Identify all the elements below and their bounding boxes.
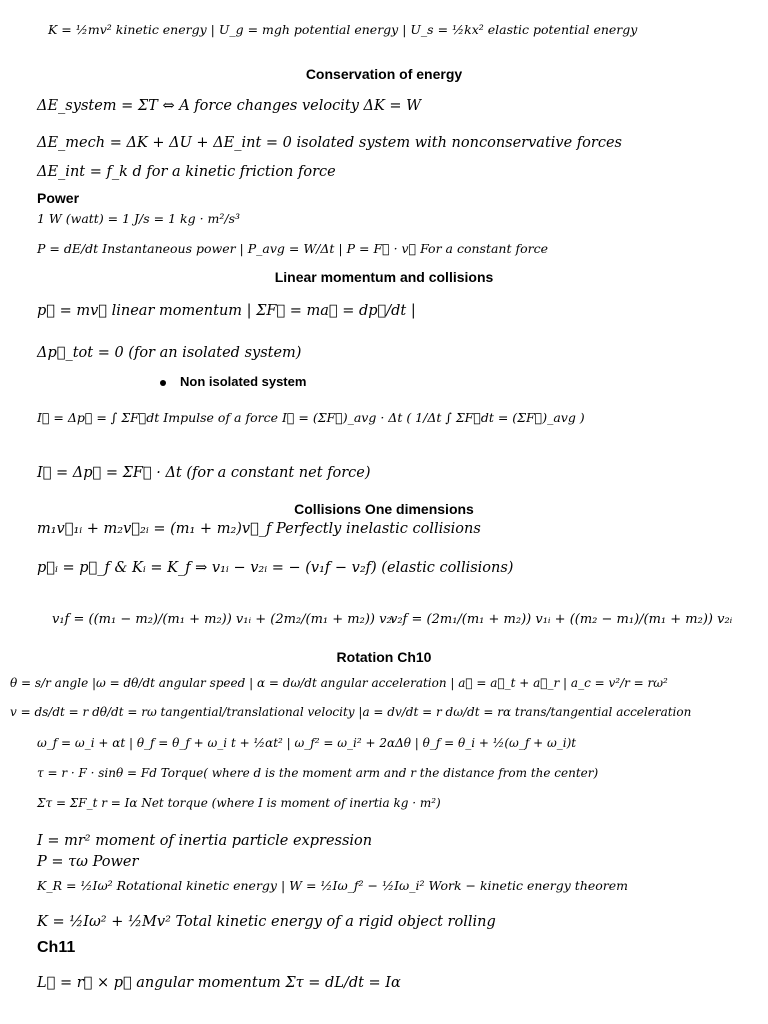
torque-line: τ = r · F · sinθ = Fd Torque( where d is the moment arm and r the distance from the center) xyxy=(37,766,599,780)
power-line: P = dE/dt Instantaneous power | P_avg = W/Δt | P = F⃗ · v⃗ For a constant force xyxy=(37,241,548,256)
v1f-formula: v₁f = ((m₁ − m₂)/(m₁ + m₂)) v₁ᵢ + (2m₂/(m₁ + m₂)) v₂ᵢ xyxy=(52,612,395,627)
watt-line: 1 W (watt) = 1 J/s = 1 kg · m²/s³ xyxy=(37,211,241,226)
v2f-formula: v₂f = (2m₁/(m₁ + m₂)) v₁ᵢ + ((m₂ − m₁)/(m₁ + m₂)) v₂ᵢ xyxy=(390,612,733,627)
net-torque-line: Στ = ΣF_t r = Iα Net torque (where I is moment of inertia kg · m²) xyxy=(37,796,441,810)
inertia-line: I = mr² moment of inertia particle expression xyxy=(37,833,373,849)
total-kinetic-line: K = ½Iω² + ½Mv² Total kinetic energy of a rigid object rolling xyxy=(37,914,496,930)
impulse-line: I⃗ = Δp⃗ = ∫ ΣF⃗dt Impulse of a force I⃗ = (ΣF⃗)_avg · Δt ( 1/Δt ∫ ΣF⃗dt = (ΣF⃗)_avg ) xyxy=(37,410,585,425)
inelastic-line: m₁v⃗₁ᵢ + m₂v⃗₂ᵢ = (m₁ + m₂)v⃗_f Perfectly inelastic collisions xyxy=(37,521,481,537)
non-isolated-bullet xyxy=(160,374,306,389)
int-energy-line: ΔE_int = f_k d for a kinetic friction force xyxy=(37,164,336,180)
elastic-line: p⃗ᵢ = p⃗_f & Kᵢ = K_f ⇒ v₁ᵢ − v₂ᵢ = − (v₁f − v₂f) (elastic collisions) xyxy=(37,560,514,576)
heading-collisions-1d: Collisions One dimensions xyxy=(294,501,474,517)
heading-ch11: Ch11 xyxy=(37,939,76,956)
system-energy-line: ΔE_system = ΣT ⇔ A force changes velocity ΔK = W xyxy=(37,98,422,114)
heading-power: Power xyxy=(37,190,80,206)
kinematics-line: ω_f = ω_i + αt | θ_f = θ_f + ω_i t + ½αt² | ω_f² = ω_i² + 2αΔθ | θ_f = θ_i + ½(ω_f + ω_i)t xyxy=(37,736,577,750)
heading-linear-momentum: Linear momentum and collisions xyxy=(274,269,494,285)
angular-line: θ = s/r angle |ω = dθ/dt angular speed | α = dω/dt angular acceleration | a⃗ = a⃗_t + a⃗_r | a_c = v²/r = rω² xyxy=(10,676,668,690)
mech-energy-line: ΔE_mech = ΔK + ΔU + ΔE_int = 0 isolated system with nonconservative forces xyxy=(37,135,622,151)
angular-momentum-line: L⃗ = r⃗ × p⃗ angular momentum Στ = dL/dt = Iα xyxy=(37,975,401,991)
bullet-dot-icon xyxy=(160,380,166,386)
constant-force-line: I⃗ = Δp⃗ = ΣF⃗ · Δt (for a constant net force) xyxy=(37,465,371,481)
rot-kinetic-line: K_R = ½Iω² Rotational kinetic energy | W = ½Iω_f² − ½Iω_i² Work − kinetic energy theorem xyxy=(37,878,629,893)
rot-power-line: P = τω Power xyxy=(37,854,139,870)
heading-rotation: Rotation Ch10 xyxy=(336,649,432,665)
non-isolated-label: Non isolated system xyxy=(180,374,307,389)
tangential-line: v = ds/dt = r dθ/dt = rω tangential/translational velocity |a = dv/dt = r dω/dt = rα trans/tangential acceleration xyxy=(10,705,692,719)
momentum-line: p⃗ = mv⃗ linear momentum | ΣF⃗ = ma⃗ = dp⃗/dt | xyxy=(37,303,416,319)
heading-conservation: Conservation of energy xyxy=(305,66,463,82)
isolated-line: Δp⃗_tot = 0 (for an isolated system) xyxy=(37,345,302,361)
energies-line: K = ½mv² kinetic energy | U_g = mgh potential energy | U_s = ½kx² elastic potential energy xyxy=(48,22,638,37)
